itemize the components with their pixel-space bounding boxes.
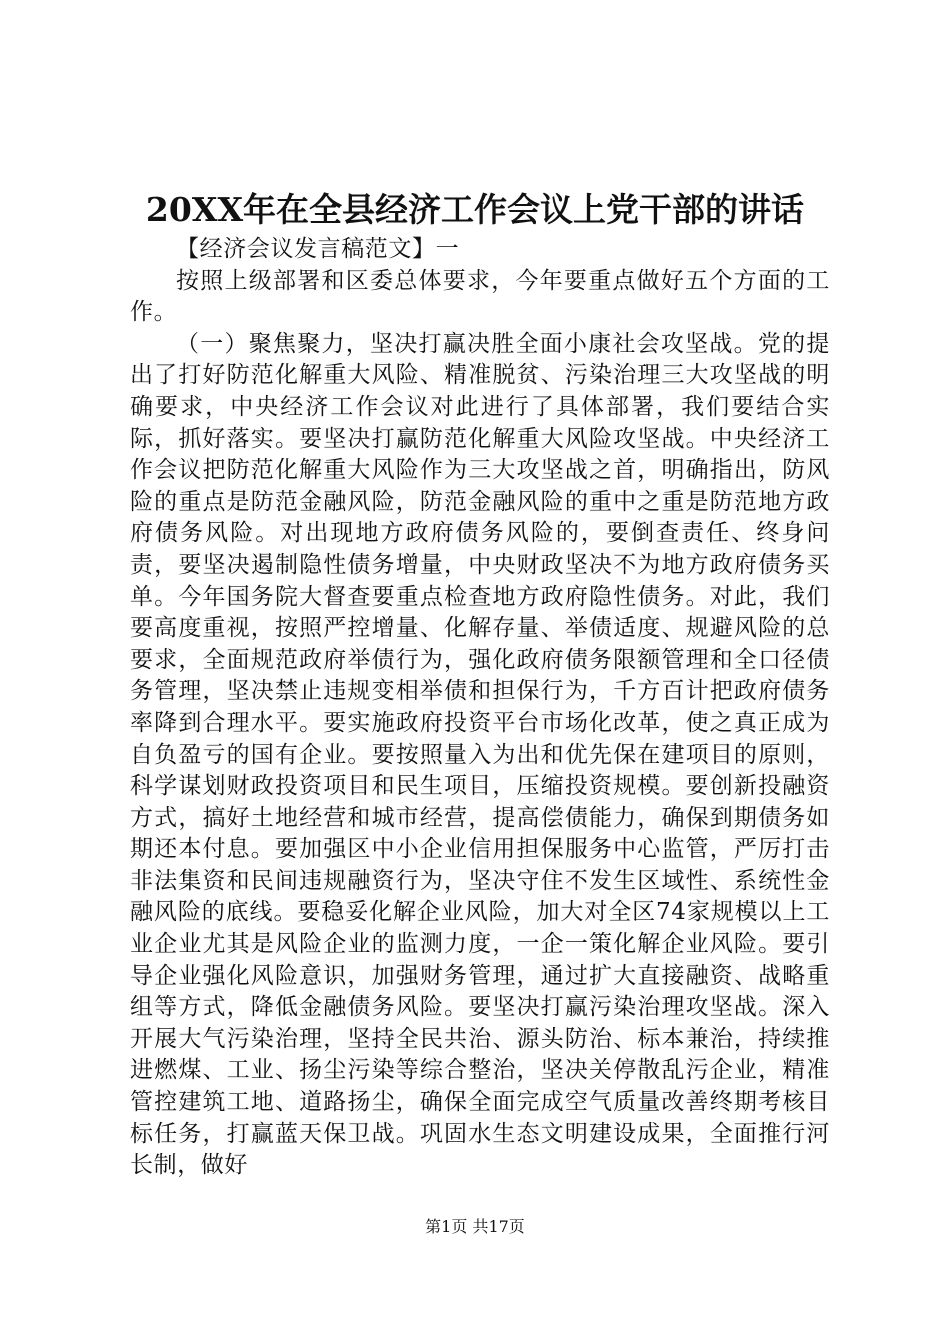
page-number-footer: 第1页 共17页 [425, 1217, 525, 1236]
body-paragraph: （一）聚焦聚力，坚决打赢决胜全面小康社会攻坚战。党的提出了打好防范化解重大风险、精准脱贫、污染治理三大攻坚战的明确要求，中央经济工作会议对此进行了具体部署，我们要结合实际，抓好落实。要坚决打赢防范化解重大风险攻坚战。中央经济工作会议把防范化解重大风险作为三大攻坚战之首，明确指出，防风险的重点是防范金融风险，防范金融风险的重中之重是防范地方政府债务风险。对出现地方政府债务风险的，要倒查责任、终身问责，要坚决遏制隐性债务增量，中央财政坚决不为地方政府债务买单。今年国务院大督查要重点检查地方政府隐性债务。对此，我们要高度重视，按照严控增量、化解存量、举债适度、规避风险的总要求，全面规范政府举债行为，强化政府债务限额管理和全口径债务管理，坚决禁止违规变相举债和担保行为，千方百计把政府债务率降到合理水平。要实施政府投资平台市场化改革，使之真正成为自负盈亏的国有企业。要按照量入为出和优先保在建项目的原则，科学谋划财政投资项目和民生项目，压缩投资规模。要创新投融资方式，搞好土地经营和城市经营，提高偿债能力，确保到期债务如期还本付息。要加强区中小企业信用担保服务中心监管，严厉打击非法集资和民间违规融资行为，坚决守住不发生区域性、系统性金融风险的底线。要稳妥化解企业风险，加大对全区74家规模以上工业企业尤其是风险企业的监测力度，一企一策化解企业风险。要引导企业强化风险意识，加强财务管理，通过扩大直接融资、战略重组等方式，降低金融债务风险。要坚决打赢污染治理攻坚战。深入开展大气污染治理，坚持全民共治、源头防治、标本兼治，持续推进燃煤、工业、扬尘污染等综合整治，坚决关停散乱污企业，精准管控建筑工地、道路扬尘，确保全面完成空气质量改善终期考核目标任务，打赢蓝天保卫战。巩固水生态文明建设成果，全面推行河长制，做好 [130, 330, 830, 1179]
section-heading: 【经济会议发言稿范文】一 [176, 236, 460, 262]
document-body [130, 234, 830, 1182]
document-title: 20XX年在全县经济工作会议上党干部的讲话 [145, 190, 805, 229]
body-paragraph: 按照上级部署和区委总体要求，今年要重点做好五个方面的工作。 [130, 267, 830, 326]
